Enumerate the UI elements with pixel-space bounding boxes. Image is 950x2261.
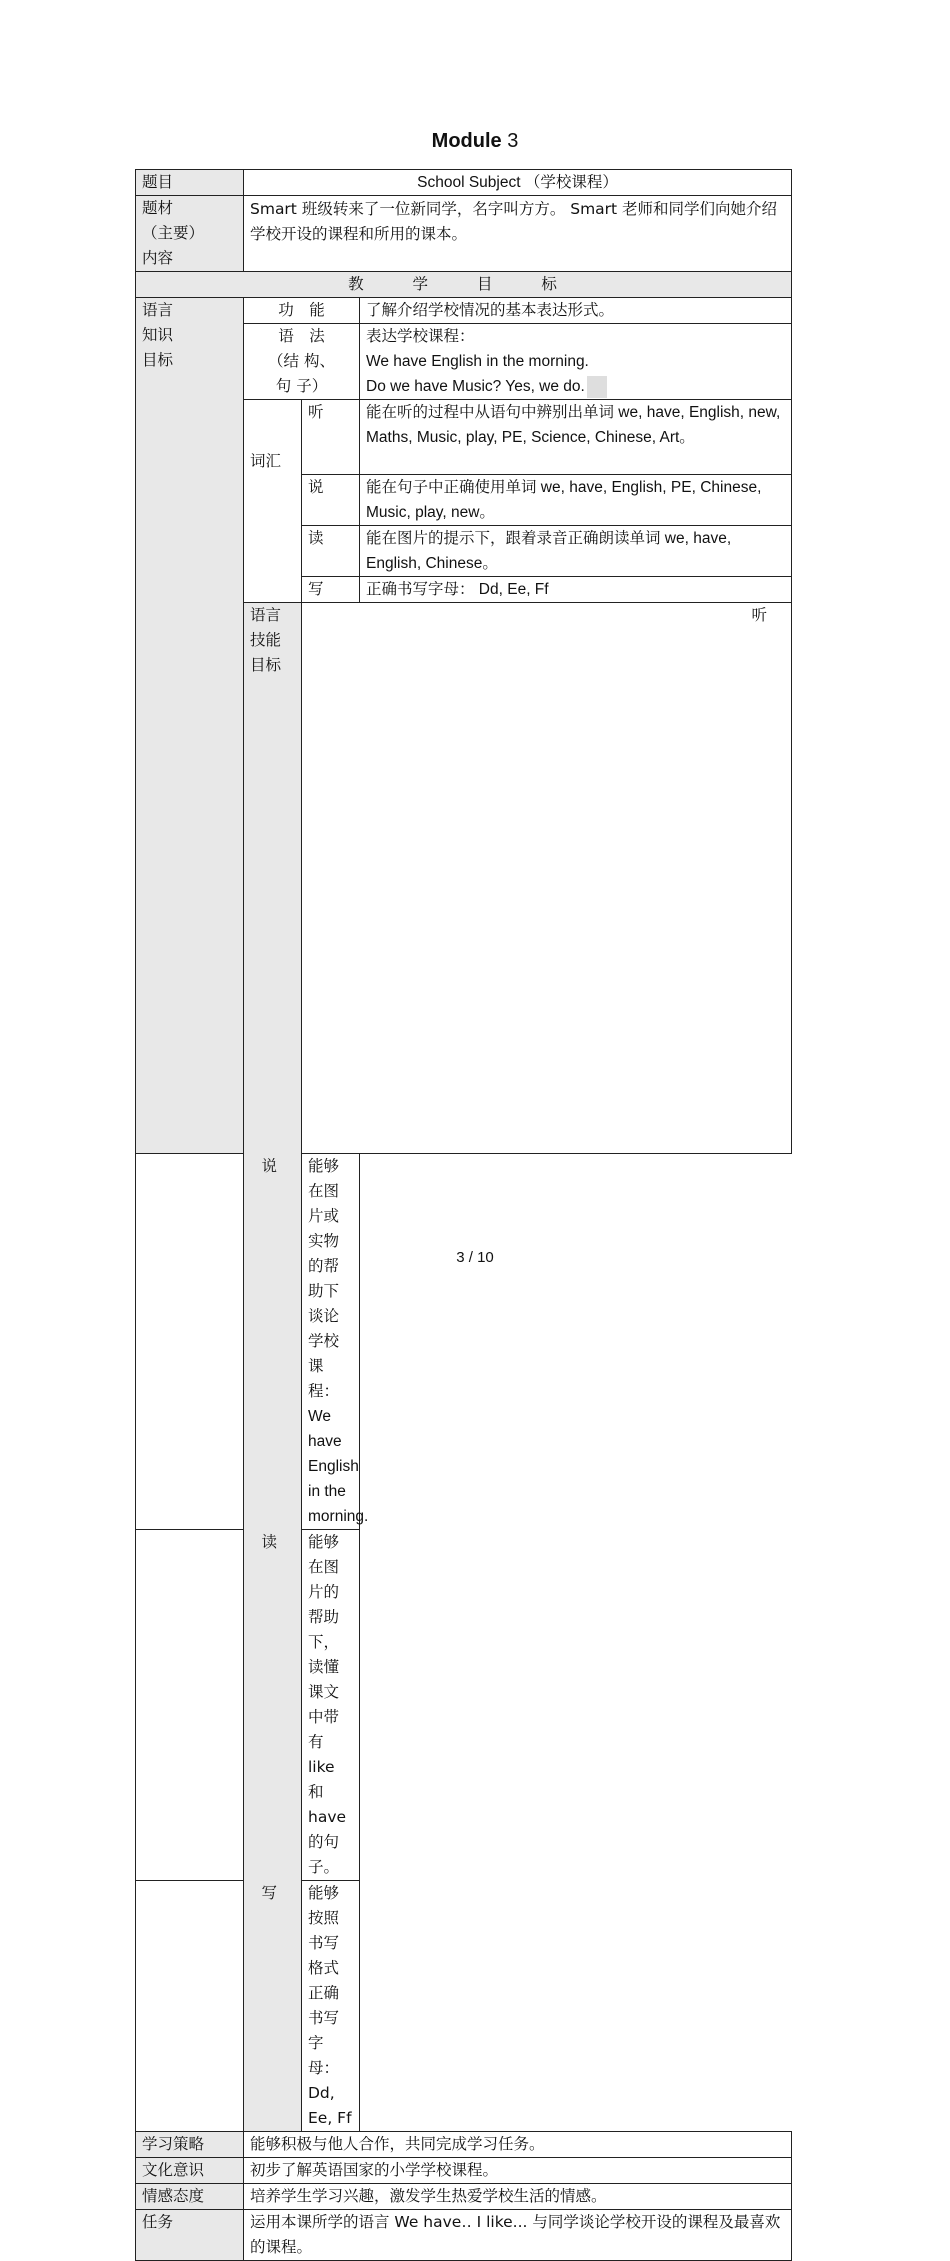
skills-write-row bbox=[136, 1881, 792, 2132]
strategy-value: 能够积极与他人合作，共同完成学习任务。 bbox=[244, 2132, 792, 2158]
function-value: 了解介绍学校情况的基本表达形式。 bbox=[360, 298, 792, 324]
grammar-label: 语 法 （结 构、 句 子） bbox=[244, 324, 360, 400]
function-row bbox=[136, 298, 792, 324]
skills-speak-label: 说 bbox=[136, 1154, 302, 1530]
goals-header-row bbox=[136, 272, 792, 298]
vocab-speak-value: 能在句子中正确使用单词 we, have, English, PE, Chinese, Music, play, new。 bbox=[360, 475, 792, 526]
knowledge-label: 语言 知识 目标 bbox=[136, 298, 244, 1154]
skills-write-value: 能够按照书写格式正确书写字母： Dd, Ee, Ff bbox=[302, 1881, 360, 2132]
skills-label: 语言 技能 目标 bbox=[244, 603, 302, 2132]
goals-header: 教 学 目 标 bbox=[136, 272, 792, 298]
page-title: Module 3 bbox=[431, 130, 519, 152]
culture-value: 初步了解英语国家的小学学校课程。 bbox=[244, 2158, 792, 2184]
grammar-value: 表达学校课程： We have English in the morning. Do we have Music? Yes, we do. bbox=[360, 324, 792, 400]
vocab-label: 词汇 bbox=[244, 400, 302, 603]
skills-speak-row bbox=[136, 1154, 792, 1530]
skills-listen-label: 听 bbox=[302, 603, 792, 1154]
vocab-listen-value: 能在听的过程中从语句中辨别出单词 we, have, English, new, Maths, Music, play, PE, Science, Chinese, Art。 bbox=[360, 400, 792, 475]
skills-read-value: 能够在图片的帮助下，读懂课文中带有 like 和 have的句子。 bbox=[302, 1530, 360, 1881]
lesson-plan-table bbox=[135, 169, 792, 2261]
culture-row bbox=[136, 2158, 792, 2184]
vocab-read-value: 能在图片的提示下，跟着录音正确朗读单词 we, have, English, Chinese。 bbox=[360, 526, 792, 577]
skills-speak-value: 能够在图片或实物的帮助下谈论学校课程： We have English in the morning. bbox=[302, 1154, 360, 1530]
skills-read-row bbox=[136, 1530, 792, 1881]
task-row bbox=[136, 2210, 792, 2261]
culture-label: 文化意识 bbox=[136, 2158, 244, 2184]
vocab-read-label: 读 bbox=[302, 526, 360, 577]
vocab-speak-label: 说 bbox=[302, 475, 360, 526]
vocab-write-value: 正确书写字母： Dd, Ee, Ff bbox=[360, 577, 792, 603]
attitude-label: 情感态度 bbox=[136, 2184, 244, 2210]
vocab-listen-label: 听 bbox=[302, 400, 360, 475]
strategy-row bbox=[136, 2132, 792, 2158]
skills-write-label: 写 bbox=[136, 1881, 302, 2132]
skills-read-label: 读 bbox=[136, 1530, 302, 1881]
topic-value: School Subject （学校课程） bbox=[244, 170, 792, 196]
strategy-label: 学习策略 bbox=[136, 2132, 244, 2158]
vocab-write-label: 写 bbox=[302, 577, 360, 603]
topic-row bbox=[136, 170, 792, 196]
material-label: 题材 （主要） 内容 bbox=[136, 196, 244, 272]
shading-mark bbox=[587, 376, 607, 398]
page-number: 3 / 10 bbox=[456, 1249, 494, 1266]
task-label: 任务 bbox=[136, 2210, 244, 2261]
material-row bbox=[136, 196, 792, 272]
attitude-row bbox=[136, 2184, 792, 2210]
attitude-value: 培养学生学习兴趣，激发学生热爱学校生活的情感。 bbox=[244, 2184, 792, 2210]
material-value: Smart 班级转来了一位新同学，名字叫方方。 Smart 老师和同学们向她介绍学校开设的课程和所用的课本。 bbox=[244, 196, 792, 272]
function-label: 功 能 bbox=[244, 298, 360, 324]
topic-label: 题目 bbox=[136, 170, 244, 196]
task-value: 运用本课所学的语言 We have‥ I like... 与同学谈论学校开设的课程及最喜欢的课程。 bbox=[244, 2210, 792, 2261]
